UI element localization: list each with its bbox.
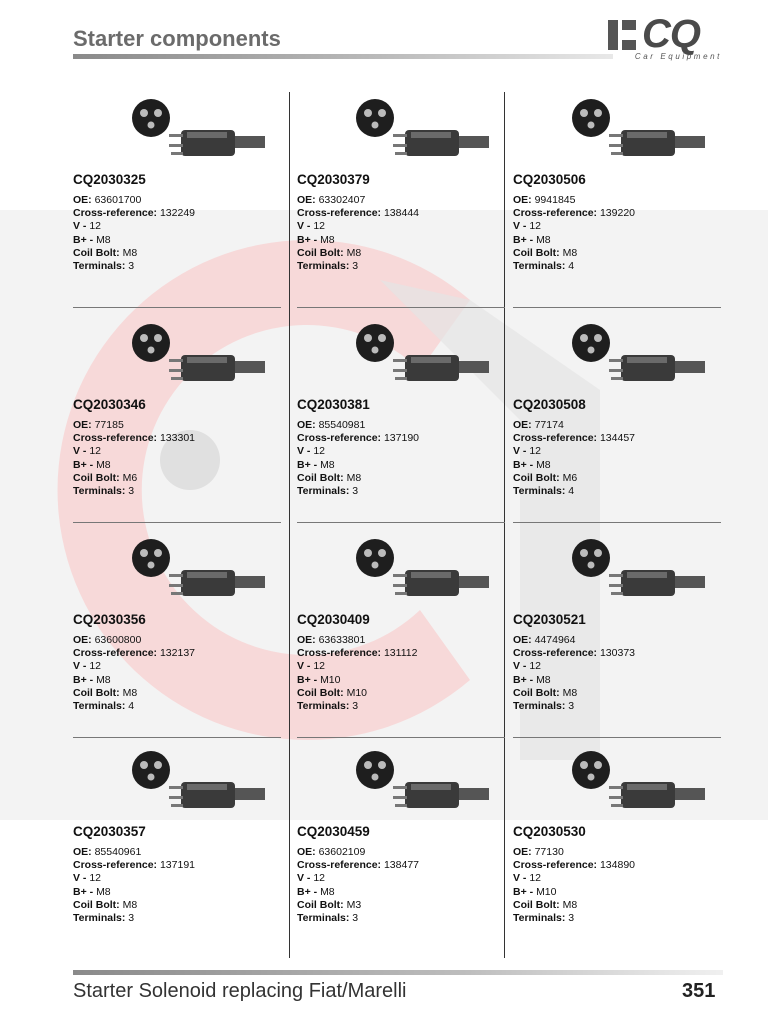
spec-value: 134457 (599, 432, 636, 445)
spec-label: V - (73, 220, 87, 233)
column-divider-1 (289, 92, 290, 958)
spec-label: Terminals: (513, 912, 566, 925)
spec-terminals (73, 912, 195, 925)
spec-value: 137191 (159, 859, 196, 872)
part-number: CQ2030521 (513, 612, 586, 627)
spec-label: OE: (513, 634, 532, 646)
product-card (73, 532, 283, 746)
part-number: CQ2030381 (297, 397, 370, 412)
spec-label: Cross-reference: (73, 207, 158, 220)
spec-list (73, 846, 195, 925)
spec-bplus (513, 234, 635, 247)
spec-bplus (513, 674, 635, 687)
spec-label: OE: (513, 846, 532, 858)
spec-oe (513, 846, 635, 859)
spec-list (297, 846, 419, 925)
spec-label: OE: (73, 419, 92, 431)
spec-label: V - (513, 872, 527, 885)
spec-list (513, 419, 635, 498)
spec-voltage (513, 445, 635, 458)
spec-value: M10 (346, 686, 368, 699)
spec-value: M8 (320, 233, 335, 246)
spec-voltage (513, 872, 635, 885)
spec-label: Cross-reference: (513, 647, 598, 660)
solenoid-image (553, 744, 723, 824)
spec-label: Terminals: (513, 700, 566, 713)
spec-oe (297, 194, 419, 207)
spec-bplus (513, 459, 635, 472)
spec-coil (73, 687, 195, 700)
spec-oe (73, 846, 195, 859)
spec-list (297, 634, 417, 713)
spec-list (73, 194, 195, 273)
spec-label: B+ - (73, 885, 94, 898)
spec-coil (513, 472, 635, 485)
spec-value: 137190 (383, 432, 420, 445)
spec-crossref (297, 207, 419, 220)
spec-label: Coil Bolt: (297, 686, 344, 699)
spec-value: 12 (529, 220, 542, 233)
part-number: CQ2030346 (73, 397, 146, 412)
spec-value: M8 (562, 686, 578, 699)
product-card (513, 744, 723, 958)
spec-list (73, 634, 195, 713)
spec-label: Cross-reference: (297, 647, 382, 660)
spec-value: 134890 (599, 859, 636, 872)
spec-label: B+ - (297, 885, 318, 898)
spec-value: 3 (352, 485, 359, 498)
spec-oe (297, 634, 417, 647)
spec-value: 12 (529, 445, 542, 458)
spec-label: Coil Bolt: (297, 471, 344, 484)
spec-label: V - (73, 872, 87, 885)
spec-label: V - (513, 660, 527, 673)
spec-value: 12 (89, 872, 102, 885)
spec-label: Coil Bolt: (73, 686, 120, 699)
spec-label: OE: (297, 634, 316, 646)
spec-label: B+ - (73, 458, 94, 471)
spec-value: 77174 (534, 419, 564, 431)
spec-label: Coil Bolt: (297, 898, 344, 911)
spec-value: 131112 (383, 647, 418, 660)
spec-label: Terminals: (73, 260, 126, 273)
spec-label: B+ - (513, 673, 534, 686)
spec-coil (513, 899, 635, 912)
spec-bplus (73, 459, 195, 472)
spec-value: M6 (122, 471, 138, 484)
spec-coil (513, 687, 635, 700)
spec-label: Coil Bolt: (73, 246, 120, 259)
spec-label: V - (73, 660, 87, 673)
spec-value: 63602109 (318, 846, 366, 858)
row-separator (297, 737, 505, 738)
spec-voltage (297, 220, 419, 233)
spec-terminals (297, 700, 417, 713)
spec-value: 63633801 (318, 634, 366, 646)
spec-coil (73, 247, 195, 260)
spec-label: OE: (73, 634, 92, 646)
spec-voltage (73, 445, 195, 458)
spec-coil (297, 899, 419, 912)
part-number: CQ2030530 (513, 824, 586, 839)
spec-oe (513, 634, 635, 647)
spec-value: 3 (352, 912, 359, 925)
spec-value: 12 (89, 445, 102, 458)
spec-value: 77185 (94, 419, 124, 431)
row-separator (73, 307, 281, 308)
spec-crossref (513, 432, 635, 445)
spec-value: M6 (562, 471, 578, 484)
spec-value: 12 (89, 660, 102, 673)
spec-value: 4 (128, 700, 135, 713)
spec-terminals (297, 485, 419, 498)
spec-label: B+ - (297, 458, 318, 471)
spec-terminals (513, 912, 635, 925)
spec-label: Terminals: (73, 700, 126, 713)
spec-value: 12 (313, 445, 326, 458)
spec-label: Terminals: (297, 260, 350, 273)
spec-crossref (73, 859, 195, 872)
spec-terminals (73, 485, 195, 498)
spec-oe (73, 634, 195, 647)
spec-value: M8 (96, 233, 111, 246)
spec-value: 63302407 (318, 194, 366, 206)
spec-label: Terminals: (513, 485, 566, 498)
spec-label: OE: (513, 419, 532, 431)
row-separator (297, 307, 505, 308)
spec-value: 133301 (159, 432, 196, 445)
spec-label: V - (513, 220, 527, 233)
row-separator (297, 522, 505, 523)
spec-terminals (513, 700, 635, 713)
spec-label: Terminals: (297, 912, 350, 925)
spec-list (513, 194, 635, 273)
spec-value: M10 (320, 673, 341, 686)
spec-label: B+ - (297, 233, 318, 246)
spec-label: Terminals: (73, 485, 126, 498)
solenoid-image (337, 532, 507, 612)
spec-coil (297, 472, 419, 485)
spec-label: Cross-reference: (297, 859, 382, 872)
spec-value: M8 (96, 458, 111, 471)
spec-label: Cross-reference: (297, 207, 382, 220)
solenoid-image (553, 532, 723, 612)
spec-terminals (73, 700, 195, 713)
solenoid-image (337, 744, 507, 824)
product-card (513, 92, 723, 306)
spec-value: 12 (313, 660, 326, 673)
solenoid-image (553, 317, 723, 397)
spec-label: Terminals: (297, 700, 350, 713)
part-number: CQ2030409 (297, 612, 370, 627)
spec-value: 138477 (383, 859, 420, 872)
spec-label: OE: (73, 194, 92, 206)
spec-voltage (297, 445, 419, 458)
spec-label: OE: (297, 194, 316, 206)
spec-coil (73, 472, 195, 485)
spec-label: Cross-reference: (513, 207, 598, 220)
spec-bplus (73, 674, 195, 687)
spec-value: M8 (536, 673, 551, 686)
spec-crossref (513, 647, 635, 660)
spec-oe (297, 846, 419, 859)
spec-oe (513, 419, 635, 432)
spec-label: OE: (73, 846, 92, 858)
spec-value: 139220 (599, 207, 636, 220)
spec-bplus (297, 234, 419, 247)
spec-coil (297, 247, 419, 260)
spec-crossref (513, 859, 635, 872)
spec-label: Cross-reference: (513, 859, 598, 872)
spec-value: 132137 (159, 647, 196, 660)
spec-oe (73, 419, 195, 432)
spec-value: M8 (346, 471, 362, 484)
spec-voltage (73, 660, 195, 673)
part-number: CQ2030459 (297, 824, 370, 839)
spec-value: 3 (352, 260, 359, 273)
solenoid-image (553, 92, 723, 172)
logo-subtitle: Car Equipment (634, 52, 722, 61)
spec-value: M8 (96, 673, 111, 686)
spec-value: M8 (562, 898, 578, 911)
spec-value: 3 (128, 485, 135, 498)
spec-oe (513, 194, 635, 207)
spec-bplus (297, 886, 419, 899)
spec-voltage (513, 220, 635, 233)
spec-label: Terminals: (513, 260, 566, 273)
spec-value: 132249 (159, 207, 196, 220)
spec-label: Coil Bolt: (513, 898, 560, 911)
spec-crossref (297, 432, 419, 445)
spec-bplus (297, 459, 419, 472)
spec-list (513, 846, 635, 925)
footer-title: Starter Solenoid replacing Fiat/Marelli (73, 980, 407, 1002)
spec-value: M8 (536, 458, 551, 471)
spec-label: B+ - (73, 233, 94, 246)
spec-coil (73, 899, 195, 912)
spec-label: B+ - (513, 885, 534, 898)
spec-value: M8 (122, 898, 138, 911)
spec-label: Terminals: (73, 912, 126, 925)
spec-value: 85540961 (94, 846, 142, 858)
spec-value: 12 (313, 872, 326, 885)
spec-value: 138444 (383, 207, 420, 220)
spec-value: 4474964 (534, 634, 576, 646)
spec-label: OE: (297, 419, 316, 431)
spec-label: B+ - (513, 458, 534, 471)
spec-voltage (513, 660, 635, 673)
spec-terminals (513, 260, 635, 273)
product-card (73, 744, 283, 958)
spec-voltage (73, 872, 195, 885)
spec-value: M8 (536, 233, 551, 246)
spec-label: V - (513, 445, 527, 458)
product-card (297, 532, 507, 746)
spec-label: Coil Bolt: (513, 686, 560, 699)
spec-label: Cross-reference: (513, 432, 598, 445)
spec-value: M8 (122, 686, 138, 699)
spec-value: 3 (352, 700, 359, 713)
spec-label: Coil Bolt: (513, 246, 560, 259)
spec-crossref (513, 207, 635, 220)
spec-label: Coil Bolt: (513, 471, 560, 484)
spec-label: OE: (513, 194, 532, 206)
product-card (297, 744, 507, 958)
spec-label: V - (297, 660, 311, 673)
product-card (513, 317, 723, 531)
spec-value: 3 (568, 912, 575, 925)
spec-value: 12 (89, 220, 102, 233)
spec-value: 9941845 (534, 194, 576, 206)
spec-label: Cross-reference: (73, 432, 158, 445)
product-card (297, 92, 507, 306)
spec-bplus (513, 886, 635, 899)
spec-coil (297, 687, 417, 700)
solenoid-image (113, 317, 283, 397)
spec-voltage (73, 220, 195, 233)
solenoid-image (113, 744, 283, 824)
product-card (297, 317, 507, 531)
spec-terminals (297, 260, 419, 273)
spec-label: Cross-reference: (73, 647, 158, 660)
solenoid-image (337, 92, 507, 172)
spec-crossref (73, 207, 195, 220)
spec-value: M8 (122, 246, 138, 259)
part-number: CQ2030357 (73, 824, 146, 839)
spec-label: V - (297, 220, 311, 233)
spec-bplus (73, 234, 195, 247)
spec-label: B+ - (297, 673, 318, 686)
spec-voltage (297, 872, 419, 885)
spec-terminals (73, 260, 195, 273)
spec-value: 85540981 (318, 419, 366, 431)
spec-bplus (297, 674, 417, 687)
spec-value: 3 (128, 912, 135, 925)
spec-label: V - (73, 445, 87, 458)
spec-value: M8 (562, 246, 578, 259)
spec-value: M3 (346, 898, 362, 911)
solenoid-image (337, 317, 507, 397)
spec-label: Cross-reference: (297, 432, 382, 445)
spec-value: M8 (346, 246, 362, 259)
solenoid-image (113, 92, 283, 172)
spec-label: Terminals: (297, 485, 350, 498)
spec-terminals (513, 485, 635, 498)
row-separator (73, 737, 281, 738)
spec-value: 12 (313, 220, 326, 233)
spec-label: V - (297, 445, 311, 458)
spec-coil (513, 247, 635, 260)
spec-list (297, 194, 419, 273)
part-number: CQ2030506 (513, 172, 586, 187)
spec-voltage (297, 660, 417, 673)
spec-crossref (73, 647, 195, 660)
spec-label: Coil Bolt: (73, 471, 120, 484)
part-number: CQ2030356 (73, 612, 146, 627)
spec-crossref (73, 432, 195, 445)
product-card (73, 92, 283, 306)
page-title: Starter components (73, 26, 281, 51)
spec-crossref (297, 647, 417, 660)
spec-list (73, 419, 195, 498)
spec-value: 3 (128, 260, 135, 273)
row-separator (513, 522, 721, 523)
spec-value: 4 (568, 260, 575, 273)
row-separator (513, 737, 721, 738)
spec-value: M8 (320, 885, 335, 898)
row-separator (513, 307, 721, 308)
spec-label: B+ - (513, 233, 534, 246)
spec-bplus (73, 886, 195, 899)
spec-oe (297, 419, 419, 432)
spec-list (297, 419, 419, 498)
spec-value: 63601700 (94, 194, 142, 206)
part-number: CQ2030379 (297, 172, 370, 187)
spec-value: 77130 (534, 846, 564, 858)
spec-oe (73, 194, 195, 207)
spec-list (513, 634, 635, 713)
product-card (73, 317, 283, 531)
spec-value: 12 (529, 660, 542, 673)
header-rule (73, 54, 613, 59)
spec-value: 130373 (599, 647, 636, 660)
spec-value: 12 (529, 872, 542, 885)
spec-label: Coil Bolt: (297, 246, 344, 259)
spec-value: M8 (96, 885, 111, 898)
part-number: CQ2030325 (73, 172, 146, 187)
spec-value: 3 (568, 700, 575, 713)
spec-label: OE: (297, 846, 316, 858)
spec-value: 63600800 (94, 634, 142, 646)
product-card (513, 532, 723, 746)
page-number: 351 (682, 980, 716, 1002)
part-number: CQ2030508 (513, 397, 586, 412)
spec-label: Cross-reference: (73, 859, 158, 872)
logo-text: CQ (642, 12, 700, 56)
spec-label: B+ - (73, 673, 94, 686)
spec-value: 4 (568, 485, 575, 498)
footer-rule (73, 970, 723, 975)
spec-crossref (297, 859, 419, 872)
solenoid-image (113, 532, 283, 612)
spec-value: M10 (536, 885, 557, 898)
spec-label: Coil Bolt: (73, 898, 120, 911)
row-separator (73, 522, 281, 523)
spec-value: M8 (320, 458, 335, 471)
spec-terminals (297, 912, 419, 925)
spec-label: V - (297, 872, 311, 885)
